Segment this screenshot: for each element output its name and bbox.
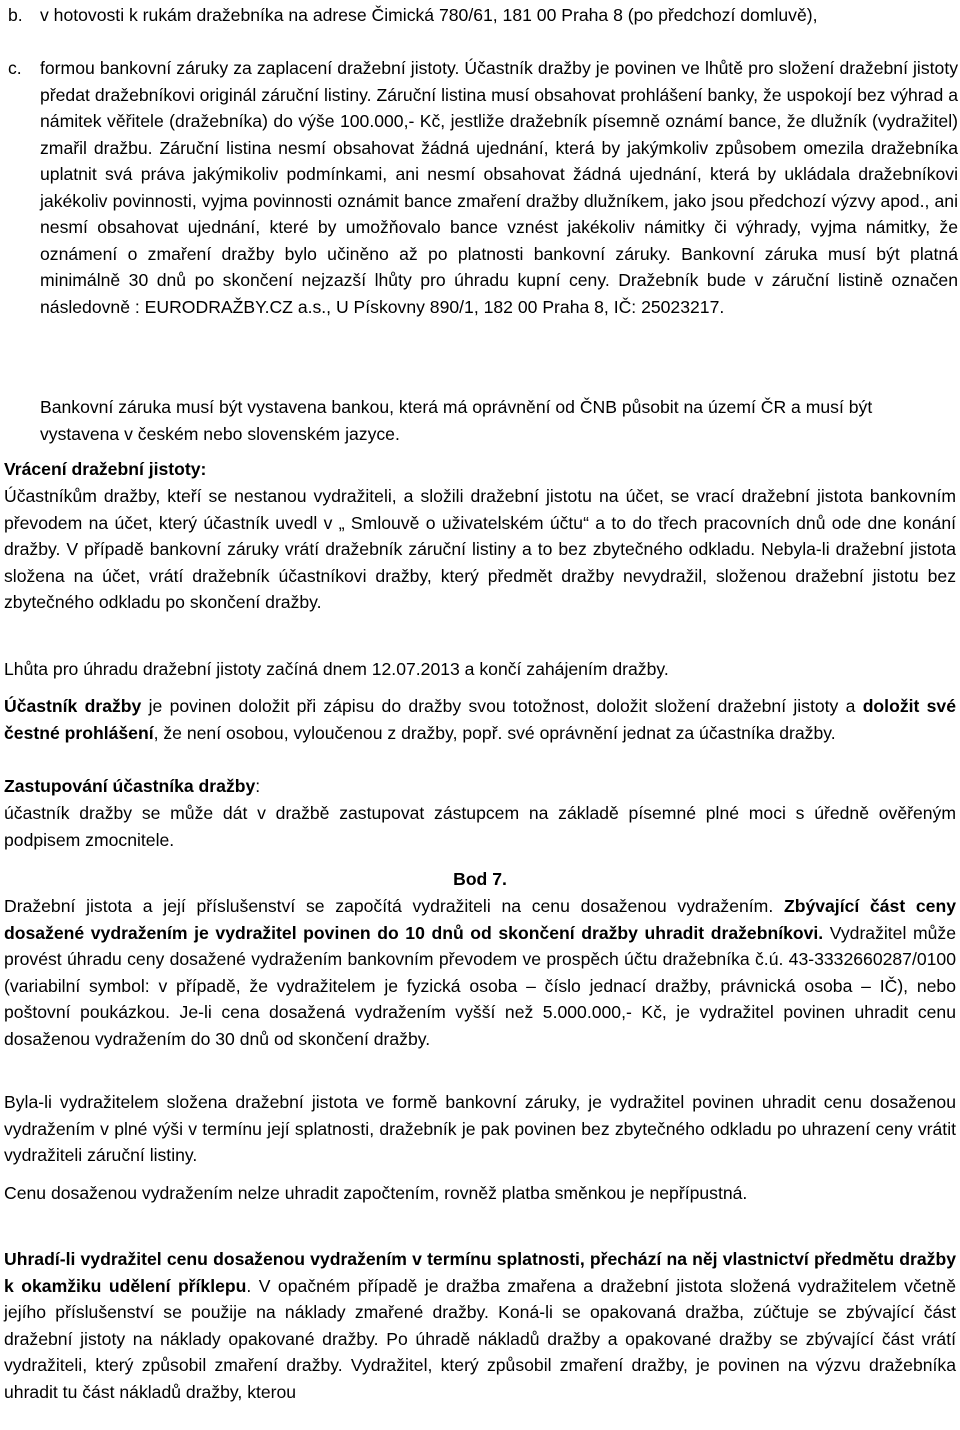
bank-guarantee-note: Bankovní záruka musí být vystavena bankou, která má oprávnění od ČNB působit na území ČR a musí být vystavena v českém nebo slovenském jazyce.: [40, 397, 873, 444]
ownership-paragraph: [4, 1246, 956, 1405]
representation-heading: [4, 773, 260, 800]
representation-heading-colon: :: [255, 776, 261, 796]
participant-paragraph: [4, 693, 956, 746]
ownership-text: . V opačném případě je dražba zmařena a dražební jistota složená vydražitelem včetně jejího příslušenství se použije na náklady zmařené dražby. Koná-li se opakovaná dražba, zúčtuje se zbývající část dražební jistoty na náklady opakované dražby. Po úhradě nákladů dražby a opakované dražby se zbývající část vrátí vydražiteli, který způsobil zmaření dražby. Vydražitel, který způsobil zmaření dražby, je povinen na výzvu dražebníka uhradit tu část nákladů dražby, kterou: [4, 1275, 956, 1402]
ownership-bold: Uhradí-li vydražitel cenu dosaženou vydražením v termínu splatnosti, přechází na něj vlastnictví předmětu dražby k okamžiku udělení příklepu: [4, 1249, 956, 1296]
list-marker-c: c.: [8, 58, 22, 78]
participant-bold-2: doložit své čestné prohlášení: [4, 696, 956, 743]
deadline-paragraph: Lhůta pro úhradu dražební jistoty začíná dnem 12.07.2013 a končí zahájením dražby.: [4, 659, 669, 679]
guarantee-paragraph: Byla-li vydražitelem složena dražební jistota ve formě bankovní záruky, je vydražitel povinen uhradit cenu dosaženou vydražením v plné výši v termínu její splatnosti, dražebník je pak povinen bez zbytečného odkladu po uhrazení ceny vrátit vydražiteli záruční listiny.: [4, 1092, 956, 1165]
section7-text-2: Vydražitel může provést úhradu ceny dosažené vydražením bankovním převodem ve prospěch účtu dražebníka č.ú. 43-3332660287/0100 (variabilní symbol: v případě, že vydražitelem je fyzická osoba – číslo jednací dražby, právnická osoba – IČ), nebo poštovní poukázkou. Je-li cena dosažená vydražením vyšší než 5.000.000,- Kč, je vydražitel povinen uhradit cenu dosaženou vydražením do 30 dnů od skončení dražby.: [4, 922, 956, 1049]
participant-bold-1: Účastník dražby: [4, 696, 142, 716]
participant-text-1: je povinen doložit při zápisu do dražby svou totožnost, doložit složení dražební jistoty a: [141, 696, 863, 716]
list-item-c-text: formou bankovní záruky za zaplacení dražební jistoty. Účastník dražby je povinen ve lhůtě pro složení dražební jistoty předat dražebníkovi originál záruční listiny. Záruční listina musí obsahovat prohlášení banky, že uspokojí bez výhrad a námitek věřitele (dražebníka) do výše 100.000,- Kč, jestliže dražebník písemně oznámí bance, že dlužník (vydražitel) zmařil dražbu. Záruční listina nesmí obsahovat žádná ujednání, která by jakýmkoliv způsobem omezila dražebníka uplatnit svá práva jakýmikoliv podmínkami, ani nesmí obsahovat žádná ujednání, která by ukládala dražebníkovi jakékoliv povinnosti, vyjma povinnosti oznámit bance zmaření dražby dlužníkem, jako jsou předchozí výzvy apod., ani nesmí obsahovat ujednání, které by umožňovalo bance vznést jakékoliv námitky či výhrady, vyjma námitky, že oznámení o zmaření dražby bylo učiněno až po platnosti bankovní záruky. Bankovní záruka musí být platná minimálně 30 dnů po skončení nejzazší lhůty pro úhradu kupní ceny. Dražebník bude v záruční listině označen následovně : EURODRAŽBY.CZ a.s., U Pískovny 890/1, 182 00 Praha 8, IČ: 25023217.: [40, 58, 958, 317]
section-title: Bod 7.: [453, 869, 507, 889]
offset-paragraph: Cenu dosaženou vydražením nelze uhradit započtením, rovněž platba směnkou je nepřípustná.: [4, 1183, 748, 1203]
list-item-b-text: v hotovosti k rukám dražebníka na adrese Čimická 780/61, 181 00 Praha 8 (po předchozí domluvě),: [40, 5, 818, 25]
refund-paragraph: Účastníkům dražby, kteří se nestanou vydražiteli, a složili dražební jistotu na účet, se vrací dražební jistota bankovním převodem na účet, který účastník uvedl v „ Smlouvě o uživatelském účtu“ a to do třech pracovních dnů ode dne konání dražby. V případě bankovní záruky vrátí dražebník záruční listiny a to bez zbytečného odkladu. Nebyla-li dražební jistota složena na účet, vrátí dražebník účastníkovi dražby, který předmět dražby nevydražil, složenou dražební jistotu bez zbytečného odkladu po skončení dražby.: [4, 486, 956, 612]
section7-paragraph: [4, 893, 956, 1052]
section7-text-1: Dražební jistota a její příslušenství se započítá vydražiteli na cenu dosaženou vydražením.: [4, 896, 784, 916]
participant-text-2: , že není osobou, vyloučenou z dražby, popř. své oprávnění jednat za účastníka dražby.: [153, 722, 836, 743]
representation-heading-bold: Zastupování účastníka dražby: [4, 776, 256, 796]
refund-heading: Vrácení dražební jistoty:: [4, 459, 207, 479]
representation-paragraph: účastník dražby se může dát v dražbě zastupovat zástupcem na základě písemné plné moci s úředně ověřeným podpisem zmocnitele.: [4, 803, 956, 850]
section7-bold: Zbývající část ceny dosažené vydražením je vydražitel povinen do 10 dnů od skončení dražby uhradit dražebníkovi.: [4, 896, 957, 943]
list-marker-b: b.: [8, 5, 23, 25]
